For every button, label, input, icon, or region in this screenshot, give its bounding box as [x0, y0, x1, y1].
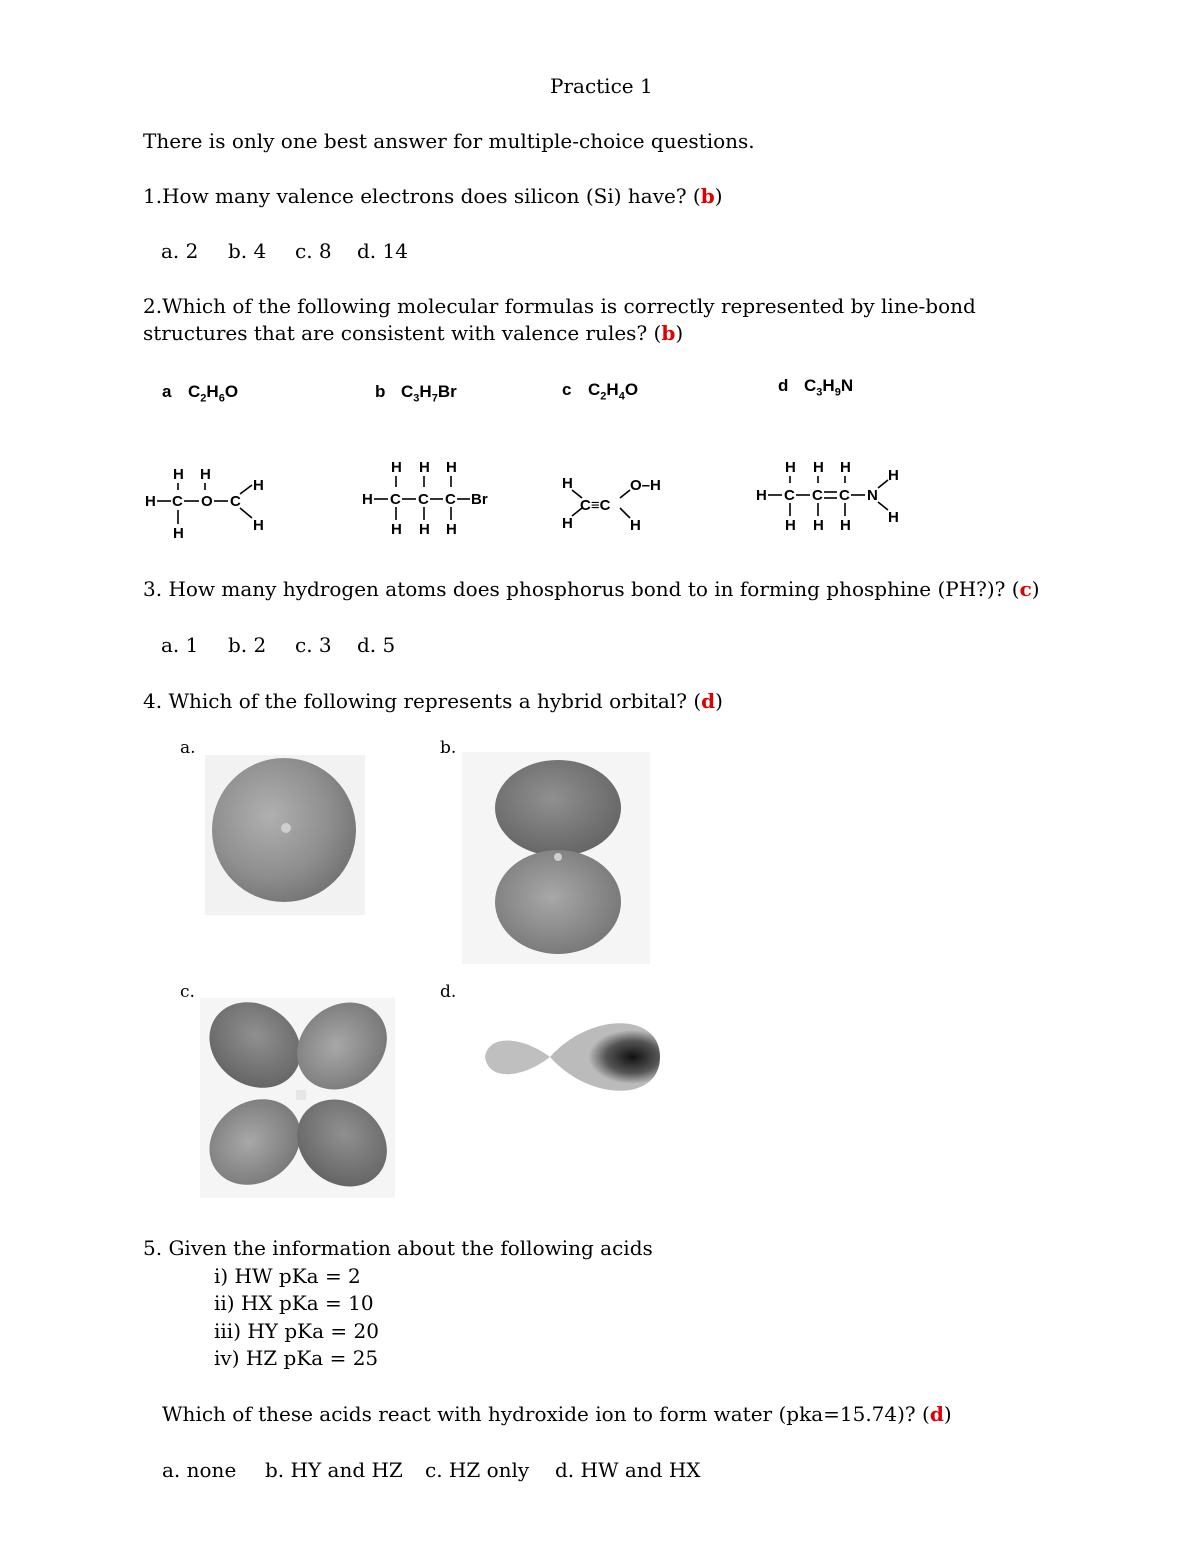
svg-text:C: C: [418, 491, 429, 508]
orbital-s-image: [205, 755, 365, 915]
svg-text:C: C: [839, 487, 850, 504]
question-5-question: Which of these acids react with hydroxide ion to form water (pka=15.74)?: [162, 1402, 923, 1426]
acid-4: iv) HZ pKa = 25: [214, 1346, 379, 1370]
orbital-hybrid-image: [465, 998, 665, 1158]
svg-text:Br: Br: [471, 491, 488, 508]
svg-text:H: H: [362, 491, 373, 508]
svg-text:O: O: [201, 493, 213, 510]
structure-d: [756, 459, 899, 534]
instructions: There is only one best answer for multiple-choice questions.: [143, 129, 755, 153]
q5-option-b: b. HY and HZ: [265, 1458, 403, 1482]
svg-text:H: H: [391, 521, 402, 538]
svg-text:H: H: [888, 467, 899, 484]
question-5-answer: d: [929, 1402, 944, 1426]
acid-1: i) HW pKa = 2: [214, 1264, 361, 1288]
svg-text:H: H: [562, 515, 573, 532]
q3-option-b: b. 2: [228, 633, 267, 657]
question-2-line1: 2.Which of the following molecular formulas is correctly represented by line-bond: [143, 294, 976, 318]
svg-text:H: H: [253, 477, 264, 494]
orbital-p-image: [462, 752, 650, 964]
acid-2: ii) HX pKa = 10: [214, 1291, 374, 1315]
question-4-answer: d: [701, 689, 716, 713]
svg-text:H: H: [419, 459, 430, 476]
svg-text:H: H: [253, 517, 264, 534]
svg-text:H: H: [173, 466, 184, 483]
svg-text:H: H: [840, 459, 851, 476]
svg-text:H: H: [756, 487, 767, 504]
svg-text:C: C: [445, 491, 456, 508]
question-1-text: 1.How many valence electrons does silicon (Si) have?: [143, 184, 693, 208]
orbital-label-b: b.: [440, 738, 457, 758]
orbital-label-c: c.: [180, 982, 195, 1002]
orbital-label-d: d.: [440, 982, 457, 1002]
svg-text:H: H: [145, 493, 156, 510]
orbital-d-image: [200, 985, 404, 1200]
question-2-answer: b: [661, 321, 676, 345]
q5-option-a: a. none: [162, 1458, 237, 1482]
orbital-label-a: a.: [180, 738, 196, 758]
q1-option-b: b. 4: [228, 239, 267, 263]
svg-text:C≡C: C≡C: [580, 497, 611, 514]
question-5-subquestion: Which of these acids react with hydroxide ion to form water (pka=15.74)? (d): [162, 1402, 952, 1426]
acid-3: iii) HY pKa = 20: [214, 1319, 379, 1343]
formula-b: b $C_3H_7Br$: [375, 382, 457, 405]
q5-option-d: d. HW and HX: [555, 1458, 701, 1482]
svg-text:N: N: [867, 487, 878, 504]
svg-text:H: H: [391, 459, 402, 476]
svg-text:H: H: [813, 459, 824, 476]
question-3-text: 3. How many hydrogen atoms does phosphorus bond to in forming phosphine (PH?)?: [143, 577, 1012, 601]
q3-option-c: c. 3: [295, 633, 332, 657]
question-3-answer: c: [1019, 577, 1032, 601]
svg-text:C: C: [784, 487, 795, 504]
svg-text:H: H: [173, 525, 184, 542]
svg-text:H: H: [562, 475, 573, 492]
formula-a: a $C_2H_6O$: [162, 382, 239, 405]
q1-option-d: d. 14: [357, 239, 408, 263]
question-1: 1.How many valence electrons does silicon (Si) have? (b): [143, 184, 723, 208]
q1-option-c: c. 8: [295, 239, 332, 263]
svg-text:H: H: [630, 517, 641, 534]
question-4: 4. Which of the following represents a hybrid orbital? (d): [143, 689, 723, 713]
svg-text:H: H: [840, 517, 851, 534]
q3-option-a: a. 1: [161, 633, 199, 657]
line-bond-structures: [140, 452, 940, 552]
formula-c: c $C_2H_4O$: [562, 380, 639, 403]
svg-text:H: H: [419, 521, 430, 538]
page-title: Practice 1: [550, 74, 653, 98]
svg-text:H: H: [888, 509, 899, 526]
svg-text:C: C: [172, 493, 183, 510]
svg-text:H: H: [200, 466, 211, 483]
question-5-text: 5. Given the information about the following acids: [143, 1236, 653, 1260]
svg-text:C: C: [390, 491, 401, 508]
question-3: 3. How many hydrogen atoms does phosphorus bond to in forming phosphine (PH?)? (c): [143, 577, 1040, 601]
svg-text:H: H: [813, 517, 824, 534]
svg-text:C: C: [812, 487, 823, 504]
q3-option-d: d. 5: [357, 633, 396, 657]
question-2-line2: structures that are consistent with valence rules?: [143, 321, 654, 345]
svg-text:H: H: [446, 521, 457, 538]
formula-d: d $C_3H_9N$: [778, 376, 854, 399]
question-2: structures that are consistent with valence rules? (b): [143, 321, 684, 345]
svg-text:C: C: [230, 493, 241, 510]
question-1-answer: b: [700, 184, 715, 208]
question-4-text: 4. Which of the following represents a hybrid orbital?: [143, 689, 694, 713]
svg-text:O–H: O–H: [630, 477, 661, 494]
q1-option-a: a. 2: [161, 239, 199, 263]
structure-a: [145, 466, 264, 542]
svg-text:H: H: [446, 459, 457, 476]
orbital-figures: [200, 750, 670, 1200]
structure-c: [562, 475, 661, 534]
svg-text:H: H: [785, 517, 796, 534]
svg-text:H: H: [785, 459, 796, 476]
q5-option-c: c. HZ only: [425, 1458, 530, 1482]
